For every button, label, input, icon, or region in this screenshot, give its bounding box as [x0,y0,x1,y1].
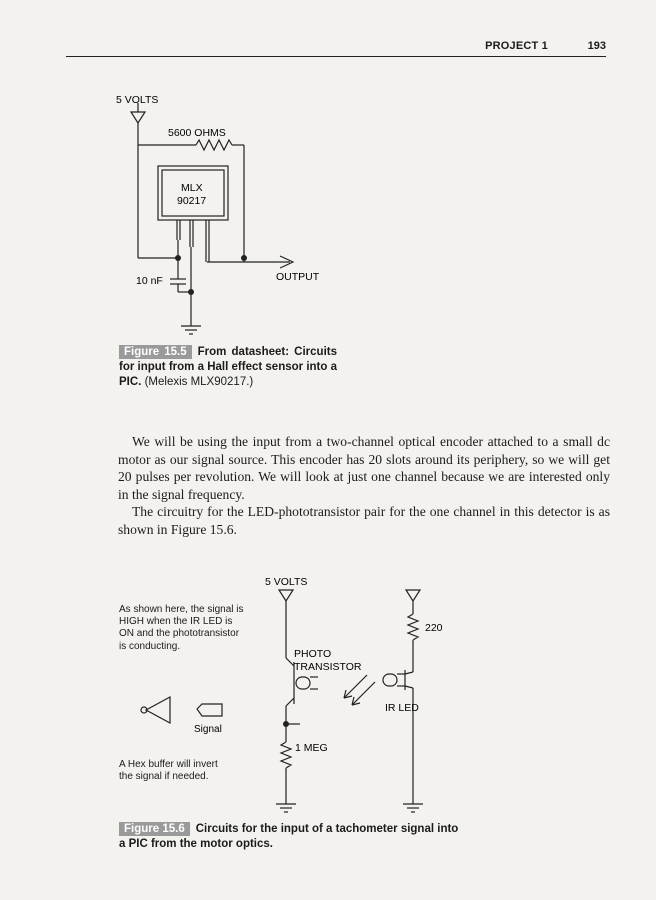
paragraph-1: We will be using the input from a two-channel optical encoder attached to a small dc motor as our signal source. This encoder has 20 slots around its periphery, so we will get 20 pulses per revolution. We will look at just one channel because we are interested only in the signal frequency. [118,434,610,502]
figure-15-6-tag: Figure 15.6 [119,822,190,836]
supply-arrow-icon [131,112,145,123]
signal-label: Signal [194,724,222,735]
resistor-220-zigzag [408,614,418,640]
output-label: OUTPUT [276,271,320,283]
paragraph-2: The circuitry for the LED-phototransistor pair for the one channel in this detector is as shown in Figure 15.6. [118,504,610,537]
hex-buffer-icon [146,697,170,723]
hall-sensor-schematic [0,0,656,345]
tachometer-schematic [0,570,656,830]
figure-15-5-tag: Figure 15.5 [119,345,192,359]
ir-led-label: IR LED [385,702,419,714]
fig2-supply-label: 5 VOLTS [265,576,308,588]
figure-15-5-caption-text: From datasheet: Circuits for input from a Hall effect sensor into a PIC. [119,346,337,388]
figure-15-6-caption [119,822,459,852]
ir-led-window [383,674,397,686]
signal-connector-icon [197,704,222,716]
figure-15-5-caption [119,345,337,390]
capacitor-label: 10 nF [136,275,163,287]
fig1-resistor-label: 5600 OHMS [168,127,226,139]
figure-15-5-caption-note: (Melexis MLX90217.) [144,376,254,388]
resistor-1meg-zigzag [281,742,291,768]
chip-label-line1: MLX [181,182,203,194]
figure-15-6-caption-text: Circuits for the input of a tachometer signal into a PIC from the motor optics. [119,823,459,850]
resistor-220-label: 220 [425,622,443,634]
chip-label-line2: 90217 [177,195,207,207]
body-text [118,433,610,539]
resistor-zigzag [196,140,232,150]
supply-arrow-right-icon [406,590,420,601]
photo-label-line2: TRANSISTOR [294,661,362,673]
phototransistor-window [296,677,310,689]
header-page-number: 193 [587,40,606,52]
note-hex-buffer: A Hex buffer will invert the signal if needed. [119,759,218,783]
photo-label-line1: PHOTO [294,648,332,660]
supply-arrow-left-icon [279,590,293,601]
header-project: PROJECT 1 [485,40,548,52]
fig1-supply-label: 5 VOLTS [116,94,159,106]
note-signal-high: As shown here, the signal is HIGH when the IR LED is ON and the phototransistor is conducting. [119,604,244,652]
resistor-1meg-label: 1 MEG [295,742,328,754]
